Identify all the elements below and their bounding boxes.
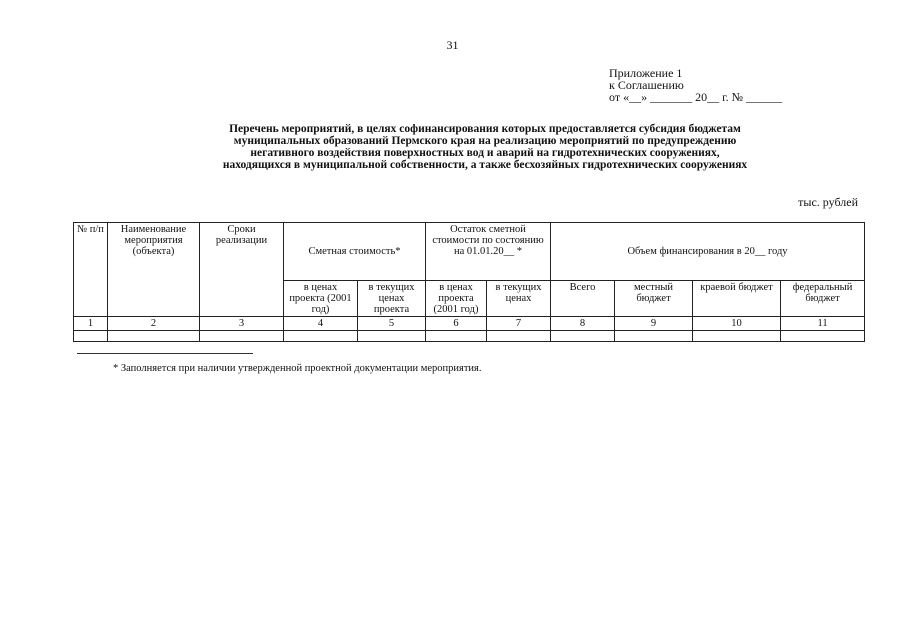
subheader-total: Всего xyxy=(551,281,615,317)
header-remainder: Остаток сметной стоимости по состоянию на 01.01.20__ * xyxy=(426,223,551,281)
header-num: № п/п xyxy=(74,223,108,317)
subheader-estimate-2001: в ценах проекта (2001 год) xyxy=(284,281,358,317)
column-number: 1 xyxy=(74,317,108,331)
units-label: тыс. рублей xyxy=(798,195,858,209)
column-number: 4 xyxy=(284,317,358,331)
header-terms: Сроки реализации xyxy=(200,223,284,317)
column-number: 11 xyxy=(781,317,865,331)
footnote-separator xyxy=(77,353,253,354)
column-number: 7 xyxy=(487,317,551,331)
page-number: 31 xyxy=(446,38,459,52)
column-number: 6 xyxy=(426,317,487,331)
empty-data-row xyxy=(74,331,865,342)
empty-cell xyxy=(781,331,865,342)
subheader-regional-budget: краевой бюджет xyxy=(693,281,781,317)
appendix-header xyxy=(609,67,782,103)
subheader-remainder-2001: в ценах проекта (2001 год) xyxy=(426,281,487,317)
activities-table xyxy=(73,222,865,342)
subheader-local-budget: местный бюджет xyxy=(615,281,693,317)
column-number: 9 xyxy=(615,317,693,331)
title-line-2: муниципальных образований Пермского края на реализацию мероприятий по предупреждению xyxy=(233,135,737,147)
header-name: Наименование мероприятия (объекта) xyxy=(108,223,200,317)
column-number: 3 xyxy=(200,317,284,331)
empty-cell xyxy=(487,331,551,342)
subheader-federal-budget: федеральный бюджет xyxy=(781,281,865,317)
footnote: * Заполняется при наличии утвержденной проектной документации мероприятия. xyxy=(113,363,482,374)
title-line-3: негативного воздействия поверхностных вод и аварий на гидротехнических сооружениях, xyxy=(250,147,720,159)
title-line-1: Перечень мероприятий, в целях софинансирования которых предоставляется субсидия бюджетам xyxy=(229,123,741,135)
title-line-4: находящихся в муниципальной собственности, а также бесхозяйных гидротехнических сооружениях xyxy=(222,159,748,171)
subheader-remainder-current: в текущих ценах xyxy=(487,281,551,317)
subheader-estimate-current: в текущих ценах проекта xyxy=(358,281,426,317)
header-financing: Объем финансирования в 20__ году xyxy=(551,223,865,281)
appendix-line-1: Приложение 1 xyxy=(609,66,683,80)
column-number: 10 xyxy=(693,317,781,331)
column-number: 5 xyxy=(358,317,426,331)
empty-cell xyxy=(200,331,284,342)
column-number: 2 xyxy=(108,317,200,331)
column-number-row xyxy=(74,317,865,331)
empty-cell xyxy=(426,331,487,342)
column-number: 8 xyxy=(551,317,615,331)
appendix-line-2: к Соглашению xyxy=(609,78,684,92)
empty-cell xyxy=(615,331,693,342)
header-estimate: Сметная стоимость* xyxy=(284,223,426,281)
document-title xyxy=(120,123,850,171)
appendix-line-3: от «__» _______ 20__ г. № ______ xyxy=(609,90,783,104)
empty-cell xyxy=(551,331,615,342)
empty-cell xyxy=(284,331,358,342)
empty-cell xyxy=(693,331,781,342)
empty-cell xyxy=(358,331,426,342)
empty-cell xyxy=(74,331,108,342)
empty-cell xyxy=(108,331,200,342)
